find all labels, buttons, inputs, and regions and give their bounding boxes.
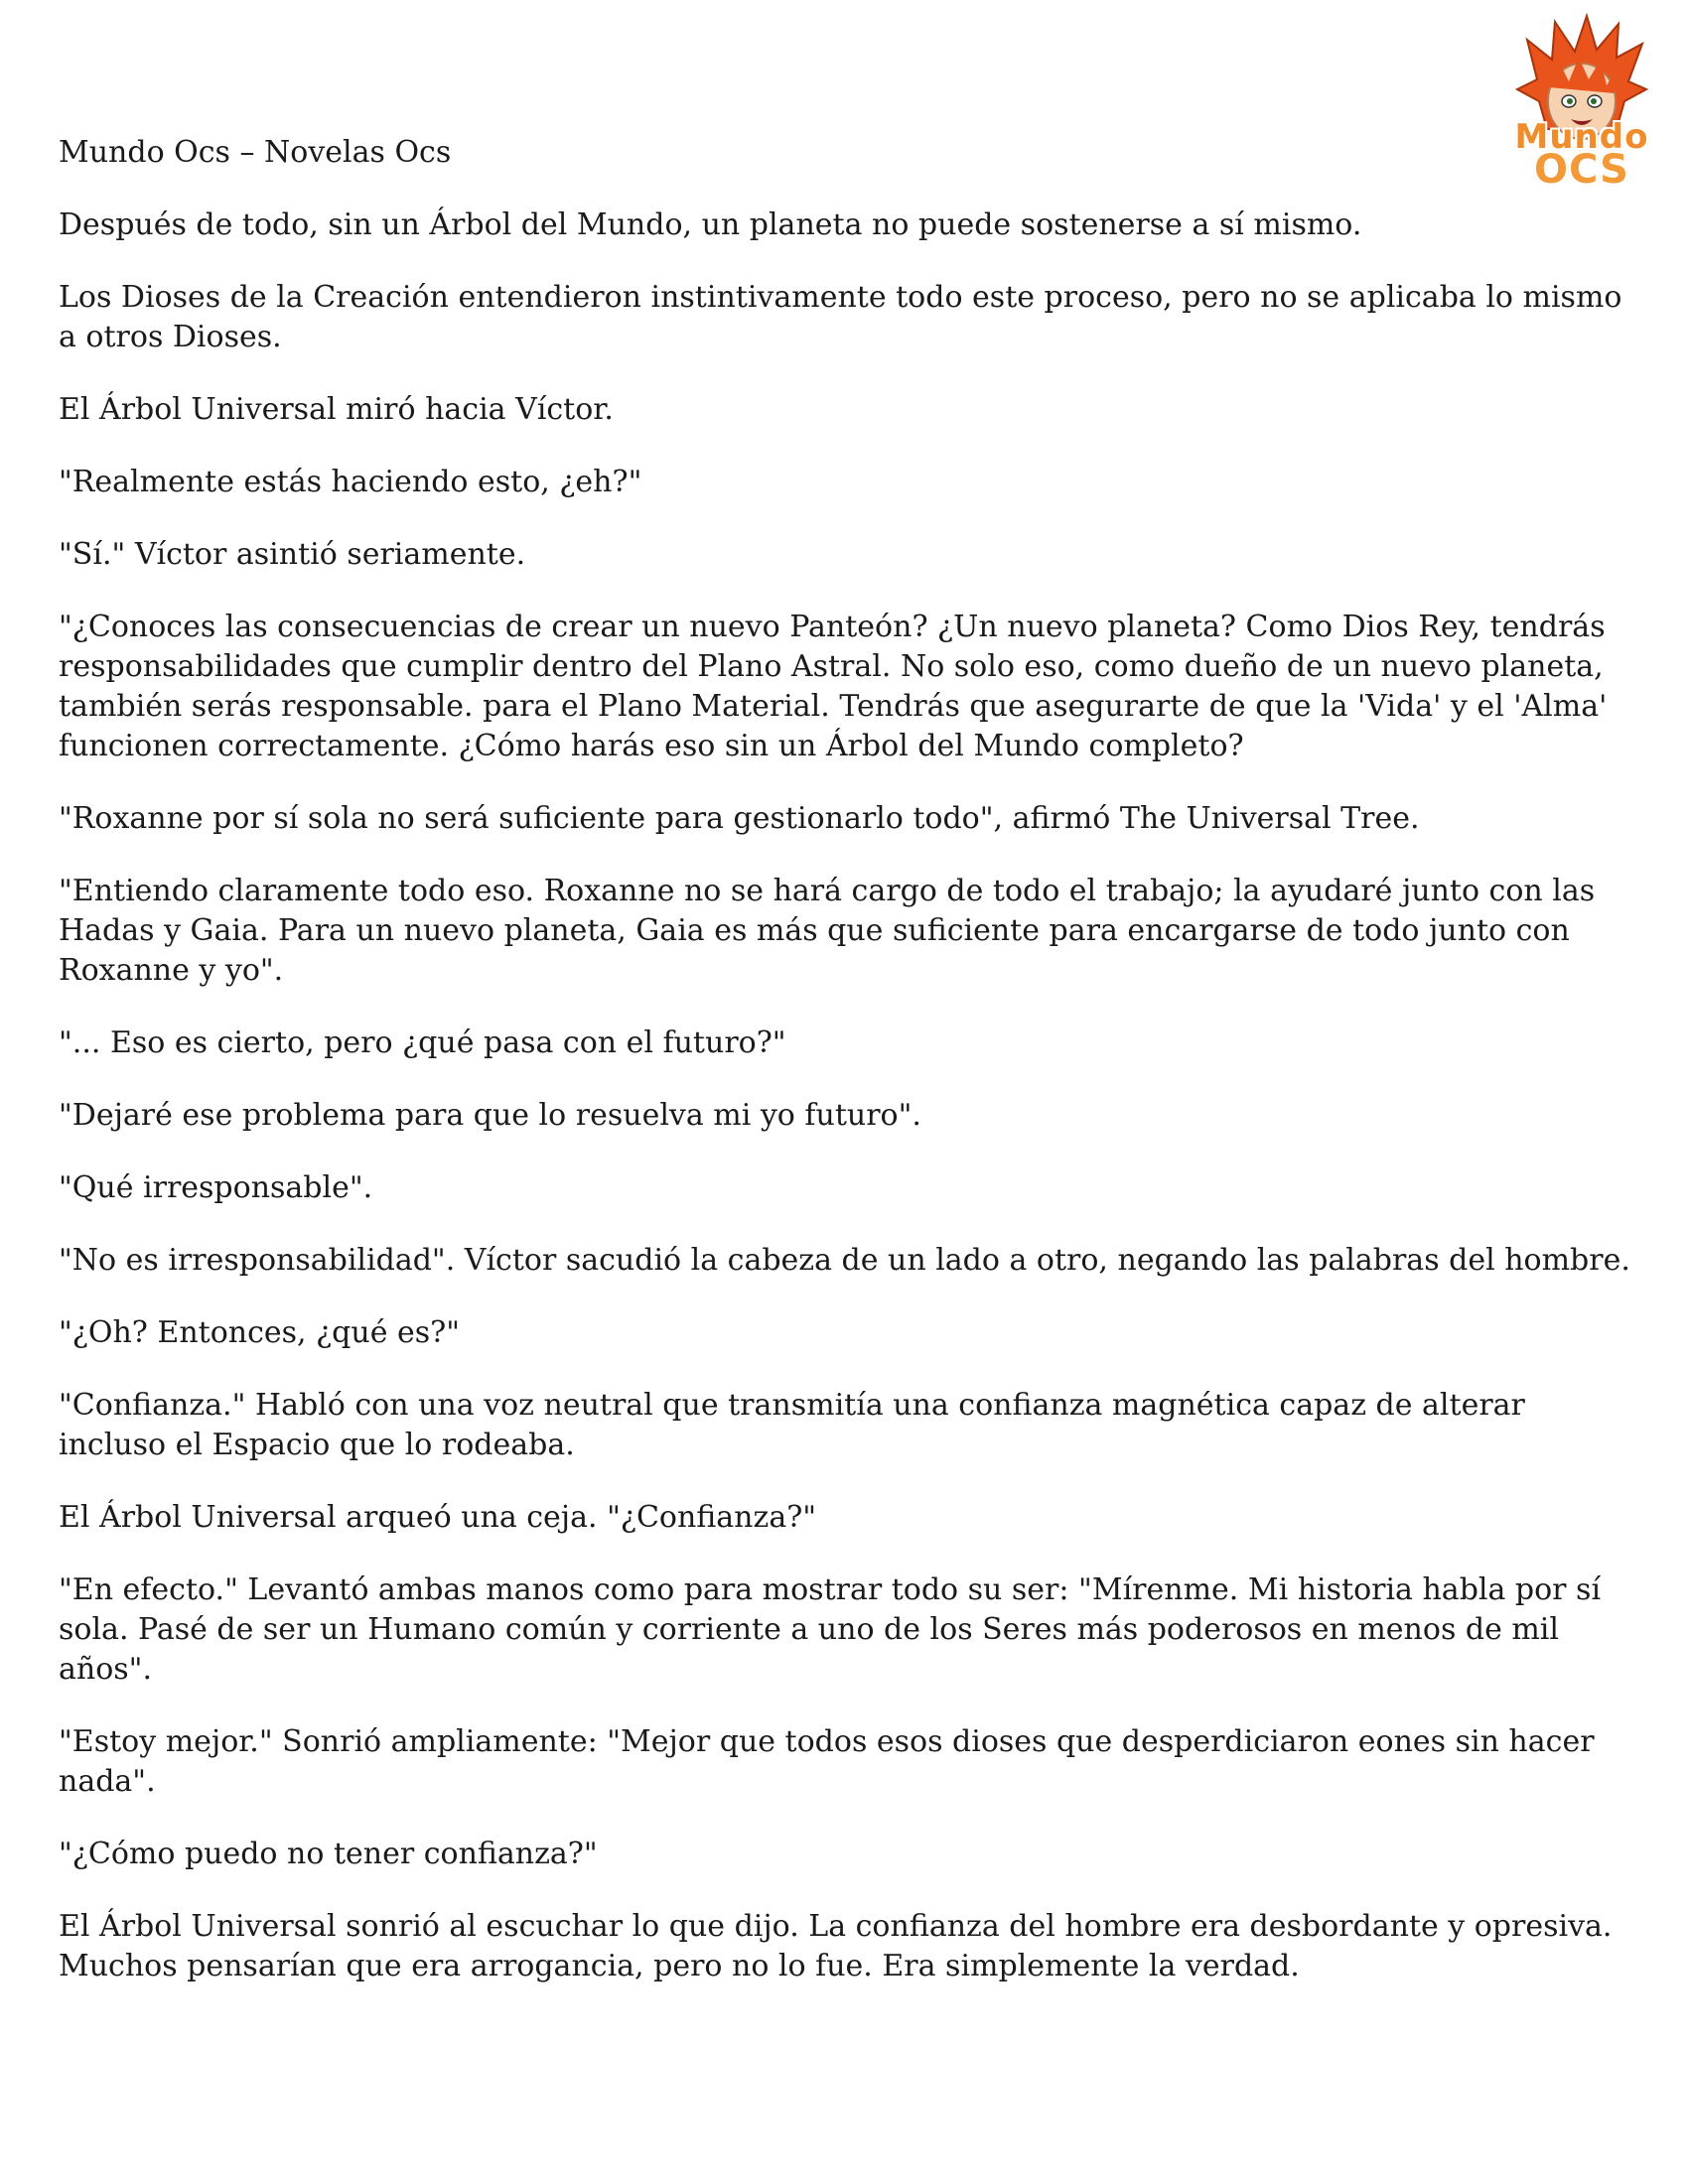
logo-text-mundo: Mundo bbox=[1514, 117, 1649, 157]
logo-text-ocs: OCS bbox=[1534, 147, 1629, 193]
page-header: Mundo Ocs – Novelas Ocs bbox=[59, 135, 452, 170]
paragraph: El Árbol Universal sonrió al escuchar lo que dijo. La confianza del hombre era desbordante y opresiva. Muchos pensarían que era arrogancia, pero no lo fue. Era simplemente la verdad. bbox=[59, 1909, 1613, 1983]
paragraph: "¿Conoces las consecuencias de crear un nuevo Panteón? ¿Un nuevo planeta? Como Dios Rey, tendrás responsabilidades que cumplir dentro del Plano Astral. No solo eso, como dueño de un nuevo planeta, también serás responsable. para el Plano Material. Tendrás que asegurarte de que la 'Vida' y el 'Alma' funcionen correctamente. ¿Cómo harás eso sin un Árbol del Mundo completo? bbox=[59, 610, 1608, 763]
paragraph: "¿Cómo puedo no tener confianza?" bbox=[59, 1837, 598, 1871]
paragraph: "Sí." Víctor asintió seriamente. bbox=[59, 537, 526, 572]
paragraph: El Árbol Universal miró hacia Víctor. bbox=[59, 392, 614, 427]
paragraph: "Entiendo claramente todo eso. Roxanne no se hará cargo de todo el trabajo; la ayudaré junto con las Hadas y Gaia. Para un nuevo planeta, Gaia es más que suficiente para encargarse de todo junto con Roxanne y yo". bbox=[59, 874, 1596, 988]
document-body bbox=[59, 205, 1632, 2019]
paragraph: "En efecto." Levantó ambas manos como para mostrar todo su ser: "Mírenme. Mi historia habla por sí sola. Pasé de ser un Humano común y corriente a uno de los Seres más poderosos en menos de mil años". bbox=[59, 1572, 1602, 1687]
paragraph: "Estoy mejor." Sonrió ampliamente: "Mejor que todos esos dioses que desperdiciaron eones sin hacer nada". bbox=[59, 1724, 1595, 1799]
paragraph: "Qué irresponsable". bbox=[59, 1170, 373, 1205]
paragraph: "... Eso es cierto, pero ¿qué pasa con el futuro?" bbox=[59, 1025, 786, 1060]
paragraph: "No es irresponsabilidad". Víctor sacudió la cabeza de un lado a otro, negando las palabras del hombre. bbox=[59, 1243, 1630, 1278]
paragraph: "¿Oh? Entonces, ¿qué es?" bbox=[59, 1315, 461, 1350]
paragraph: "Roxanne por sí sola no será suficiente para gestionarlo todo", afirmó The Universal Tree. bbox=[59, 801, 1420, 836]
paragraph: "Dejaré ese problema para que lo resuelva mi yo futuro". bbox=[59, 1098, 921, 1133]
paragraph: "Realmente estás haciendo esto, ¿eh?" bbox=[59, 465, 642, 499]
paragraph: Los Dioses de la Creación entendieron instintivamente todo este proceso, pero no se aplicaba lo mismo a otros Dioses. bbox=[59, 280, 1622, 354]
paragraph: "Confianza." Habló con una voz neutral que transmitía una confianza magnética capaz de alterar incluso el Espacio que lo rodeaba. bbox=[59, 1388, 1525, 1462]
mundo-ocs-logo bbox=[1497, 10, 1666, 193]
paragraph: Después de todo, sin un Árbol del Mundo, un planeta no puede sostenerse a sí mismo. bbox=[59, 207, 1362, 242]
paragraph: El Árbol Universal arqueó una ceja. "¿Confianza?" bbox=[59, 1500, 817, 1535]
